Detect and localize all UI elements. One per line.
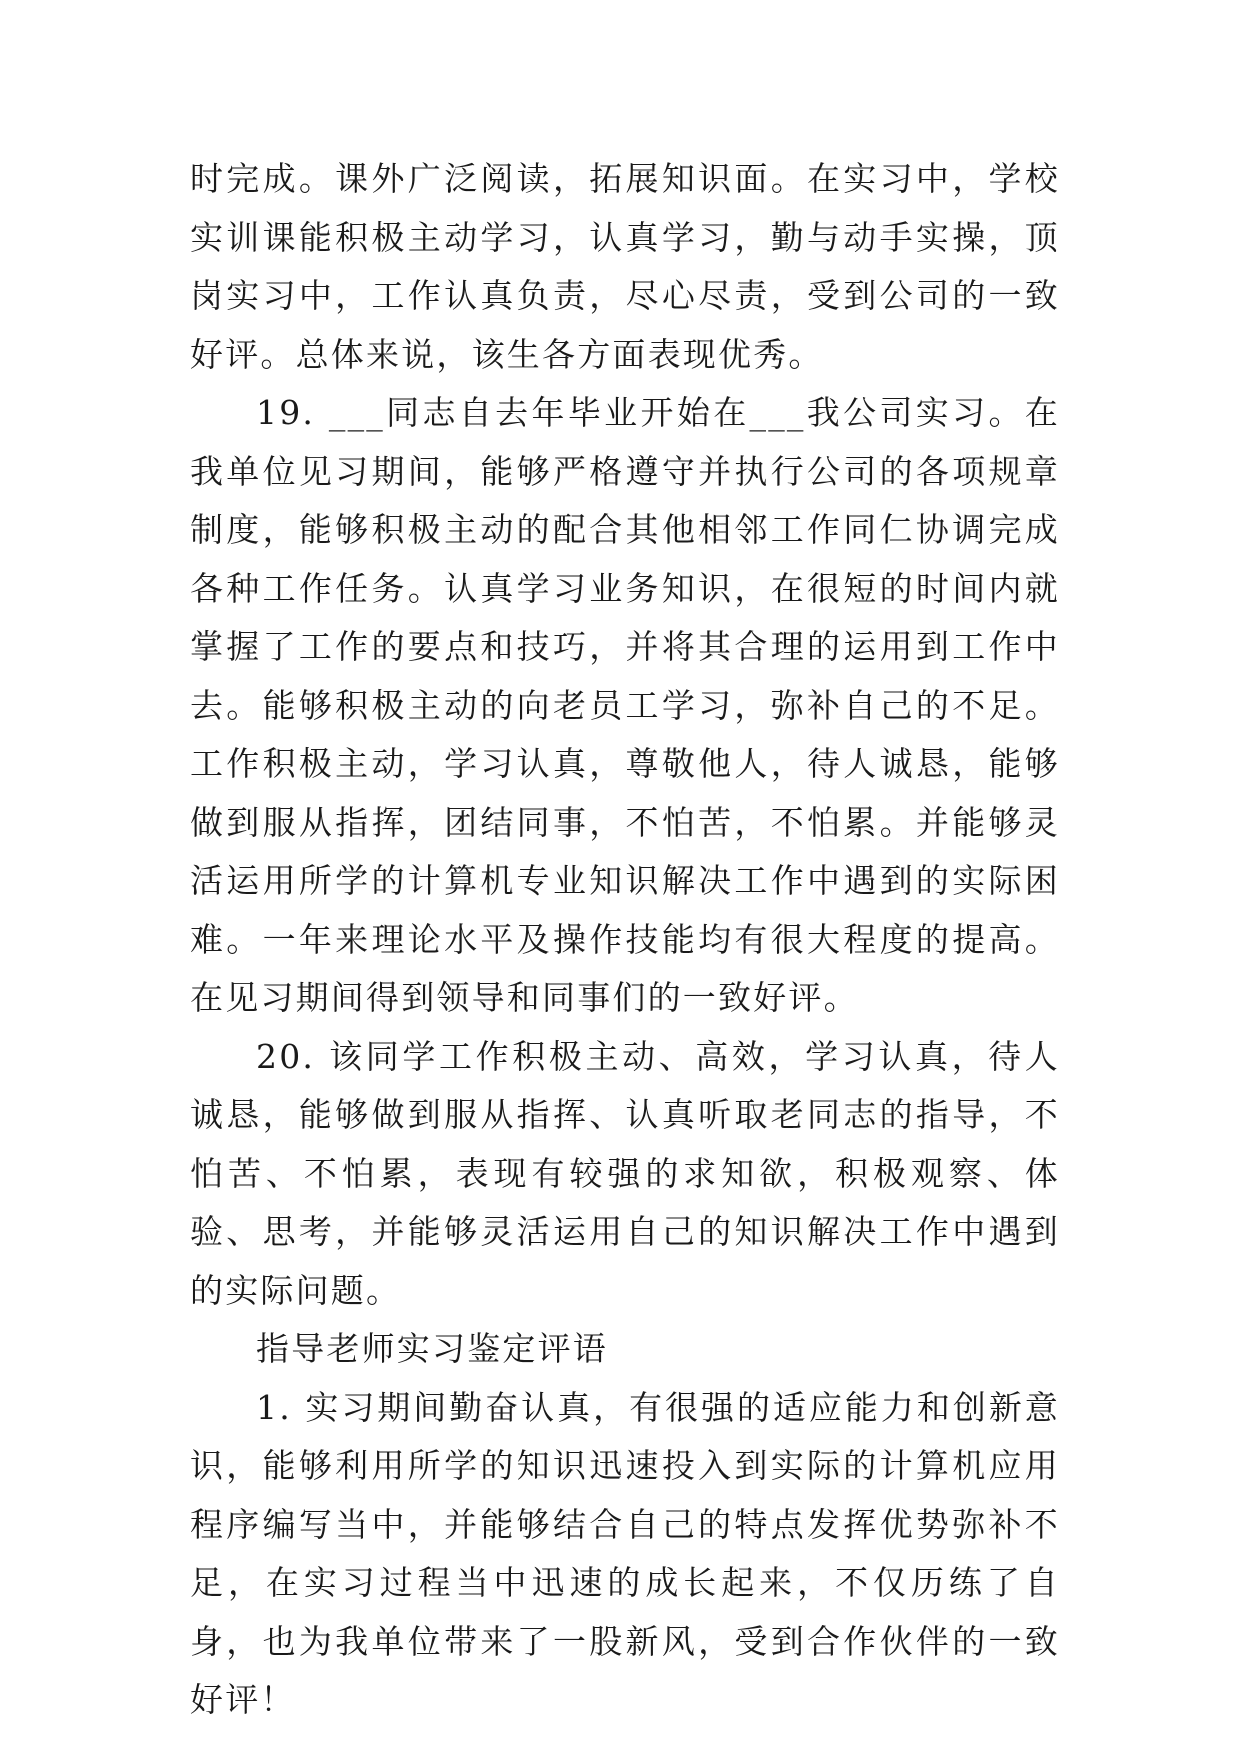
document-body	[190, 150, 1060, 1730]
paragraph-item-1: 1. 实习期间勤奋认真，有很强的适应能力和创新意识，能够利用所学的知识迅速投入到实际的计算机应用程序编写当中，并能够结合自己的特点发挥优势弥补不足，在实习过程当中迅速的成长起来，不仅历练了自身，也为我单位带来了一股新风，受到合作伙伴的一致好评！	[190, 1387, 1060, 1719]
paragraph-item-19: 19. ___同志自去年毕业开始在___我公司实习。在我单位见习期间，能够严格遵守并执行公司的各项规章制度，能够积极主动的配合其他相邻工作同仁协调完成各种工作任务。认真学习业务知识，在很短的时间内就掌握了工作的要点和技巧，并将其合理的运用到工作中去。能够积极主动的向老员工学习，弥补自己的不足。工作积极主动，学习认真，尊敬他人，待人诚恳，能够做到服从指挥，团结同事，不怕苦，不怕累。并能够灵活运用所学的计算机专业知识解决工作中遇到的实际困难。一年来理论水平及操作技能均有很大程度的提高。在见习期间得到领导和同事们的一致好评。	[190, 393, 1060, 1017]
paragraph-continuation: 时完成。课外广泛阅读，拓展知识面。在实习中，学校实训课能积极主动学习，认真学习，勤与动手实操，顶岗实习中，工作认真负责，尽心尽责，受到公司的一致好评。总体来说，该生各方面表现优秀。	[190, 159, 1060, 374]
paragraph-item-20: 20. 该同学工作积极主动、高效，学习认真，待人诚恳，能够做到服从指挥、认真听取老同志的指导，不怕苦、不怕累，表现有较强的求知欲，积极观察、体验、思考，并能够灵活运用自己的知识解决工作中遇到的实际问题。	[190, 1036, 1060, 1310]
section-heading: 指导老师实习鉴定评语	[256, 1329, 608, 1368]
